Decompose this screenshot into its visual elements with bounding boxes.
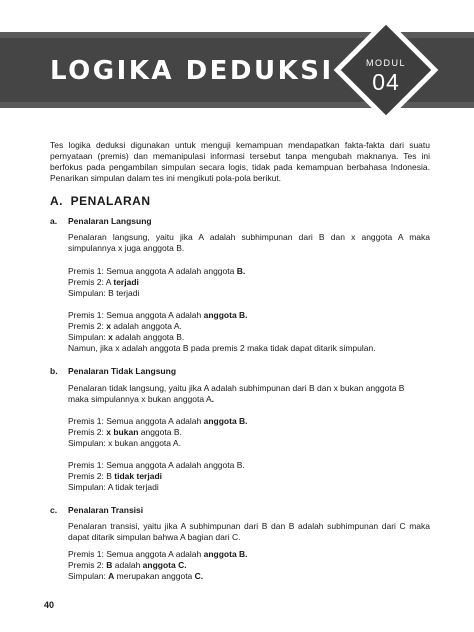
a-ex2-premis2: Premis 2: x adalah anggota A. (68, 321, 182, 331)
subsection-a-letter: a. (50, 216, 58, 226)
modul-badge (334, 18, 438, 122)
c-ex1-premis1: Premis 1: Semua anggota A adalah anggota B. (68, 549, 248, 559)
c-ex1-premis2: Premis 2: B adalah anggota C. (68, 560, 187, 570)
section-title: PENALARAN (70, 194, 151, 208)
subsection-b-description-line2: maka simpulannya x bukan anggota A. (68, 394, 215, 404)
a-ex2-note: Namun, jika x adalah anggota B pada premis 2 maka tidak dapat ditarik simpulan. (68, 343, 376, 353)
b-ex1-premis1: Premis 1: Semua anggota A adalah anggota B. (68, 416, 248, 426)
subsection-b-description-line1: Penalaran tidak langsung, yaitu jika A adalah subhimpunan dari B dan x bukan anggota B (68, 383, 405, 393)
subsection-a-title: Penalaran Langsung (68, 216, 152, 226)
section-heading (50, 194, 151, 208)
b-ex2-simpulan: Simpulan: A tidak terjadi (68, 482, 159, 492)
modul-number: 04 (372, 69, 400, 95)
subsection-c-letter: c. (50, 505, 58, 515)
c-ex1-simpulan: Simpulan: A merupakan anggota C. (68, 571, 204, 581)
a-ex1-simpulan: Simpulan: B terjadi (68, 288, 140, 298)
chapter-title: LOGIKA DEDUKSI (50, 56, 334, 86)
modul-label: MODUL (365, 58, 406, 68)
a-ex1-premis1: Premis 1: Semua anggota A adalah anggota B. (68, 266, 246, 276)
section-letter: A. (50, 194, 63, 208)
a-ex2-simpulan: Simpulan: x adalah anggota B. (68, 332, 185, 342)
b-ex2-premis1: Premis 1: Semua anggota A adalah anggota B. (68, 460, 245, 470)
b-ex1-premis2: Premis 2: x bukan anggota B. (68, 427, 182, 437)
subsection-c-title: Penalaran Transisi (68, 505, 144, 515)
a-ex1-premis2: Premis 2: A terjadi (68, 277, 139, 287)
subsection-b-letter: b. (50, 366, 58, 376)
intro-paragraph: Tes logika deduksi digunakan untuk menguji kemampuan mendapatkan fakta-fakta dari suatu pernyataan (premis) dan memanipulasi informasi tersebut tanpa mengubah maknanya. Tes ini berfokus pada pengambilan simpulan secara logis, tidak pada kemampuan berbahasa Indonesia. Penarikan simpulan dalam tes ini mengikuti pola-pola berikut. (50, 140, 430, 183)
b-ex1-simpulan: Simpulan: x bukan anggota A. (68, 438, 181, 448)
subsection-b-title: Penalaran Tidak Langsung (68, 366, 177, 376)
subsection-c-description: Penalaran transisi, yaitu jika A subhimpunan dari B dan B adalah subhimpunan dari C maka dapat ditarik simpulan bahwa A bagian dari C. (68, 521, 430, 542)
page-number: 40 (44, 600, 55, 610)
subsection-a-description: Penalaran langsung, yaitu jika A adalah subhimpunan dari B dan x anggota A maka simpulannya x juga anggota B. (68, 232, 430, 253)
a-ex2-premis1: Premis 1: Semua anggota A adalah anggota B. (68, 310, 248, 320)
b-ex2-premis2: Premis 2: B tidak terjadi (68, 471, 163, 481)
